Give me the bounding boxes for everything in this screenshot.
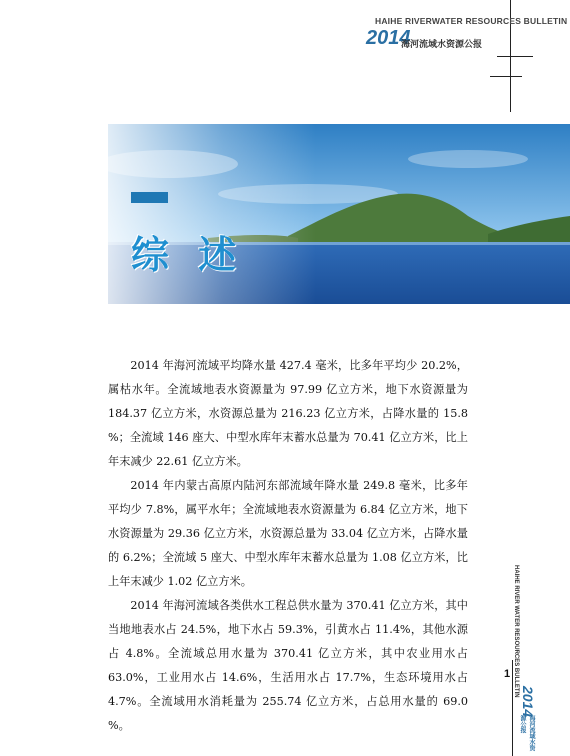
side-english-title: HAIHE RIVER WATER RESOURCES BULLETIN — [513, 565, 519, 698]
header-english-title: HAIHE RIVERWATER RESOURCES BULLETIN — [375, 16, 568, 26]
header-rule-horizontal — [497, 56, 533, 57]
header-rule-horizontal-2 — [490, 76, 522, 77]
paragraph: 2014 年海河流域平均降水量 427.4 毫米，比多年平均少 20.2%，属枯水年。全流域地表水资源量为 97.99 亿立方米，地下水资源量为 184.37 亿立方米，水资源总量为 216.23 亿立方米，占降水量的 15.8 %；全流域 146 座大、中型水库年末蓄水总量为 70.41 亿立方米，比上年末减少 22.61 亿立方米。 — [108, 359, 468, 468]
header-chinese-title: 海河流域水资源公报 — [401, 40, 483, 50]
paragraph: 2014 年海河流域各类供水工程总供水量为 370.41 亿立方米，其中当地地表水占 24.5%，地下水占 59.3%，引黄水占 11.4%，其他水源占 4.8%。全流域总用水量为 370.41 亿立方米，其中农业用水占 63.0%，工业用水占 14.6%，生活用水占 17.7%，生态环境用水占 4.7%。全流域用水消耗量为 255.74 亿立方米，占总用水量的 69.0 %。 — [108, 599, 468, 732]
section-accent-bar — [131, 192, 168, 203]
side-year: 2014 — [520, 686, 536, 718]
header-year: 2014 — [366, 27, 411, 49]
body-text — [108, 354, 468, 738]
paragraph: 2014 年内蒙古高原内陆河东部流域年降水量 249.8 毫米，比多年平均少 7.8%，属平水年；全流域地表水资源量为 6.84 亿立方米，地下水资源量为 29.36 亿立方米，水资源总量为 33.04 亿立方米，占降水量的 6.2%；全流域 5 座大、中型水库年末蓄水总量为 1.08 亿立方米，比上年末减少 1.02 亿立方米。 — [108, 479, 468, 588]
side-rule — [512, 660, 513, 756]
side-chinese-title: 海河流域水资源公报 — [519, 715, 535, 751]
section-title: 综 述 — [131, 233, 245, 277]
page-number: 1 — [504, 668, 511, 680]
